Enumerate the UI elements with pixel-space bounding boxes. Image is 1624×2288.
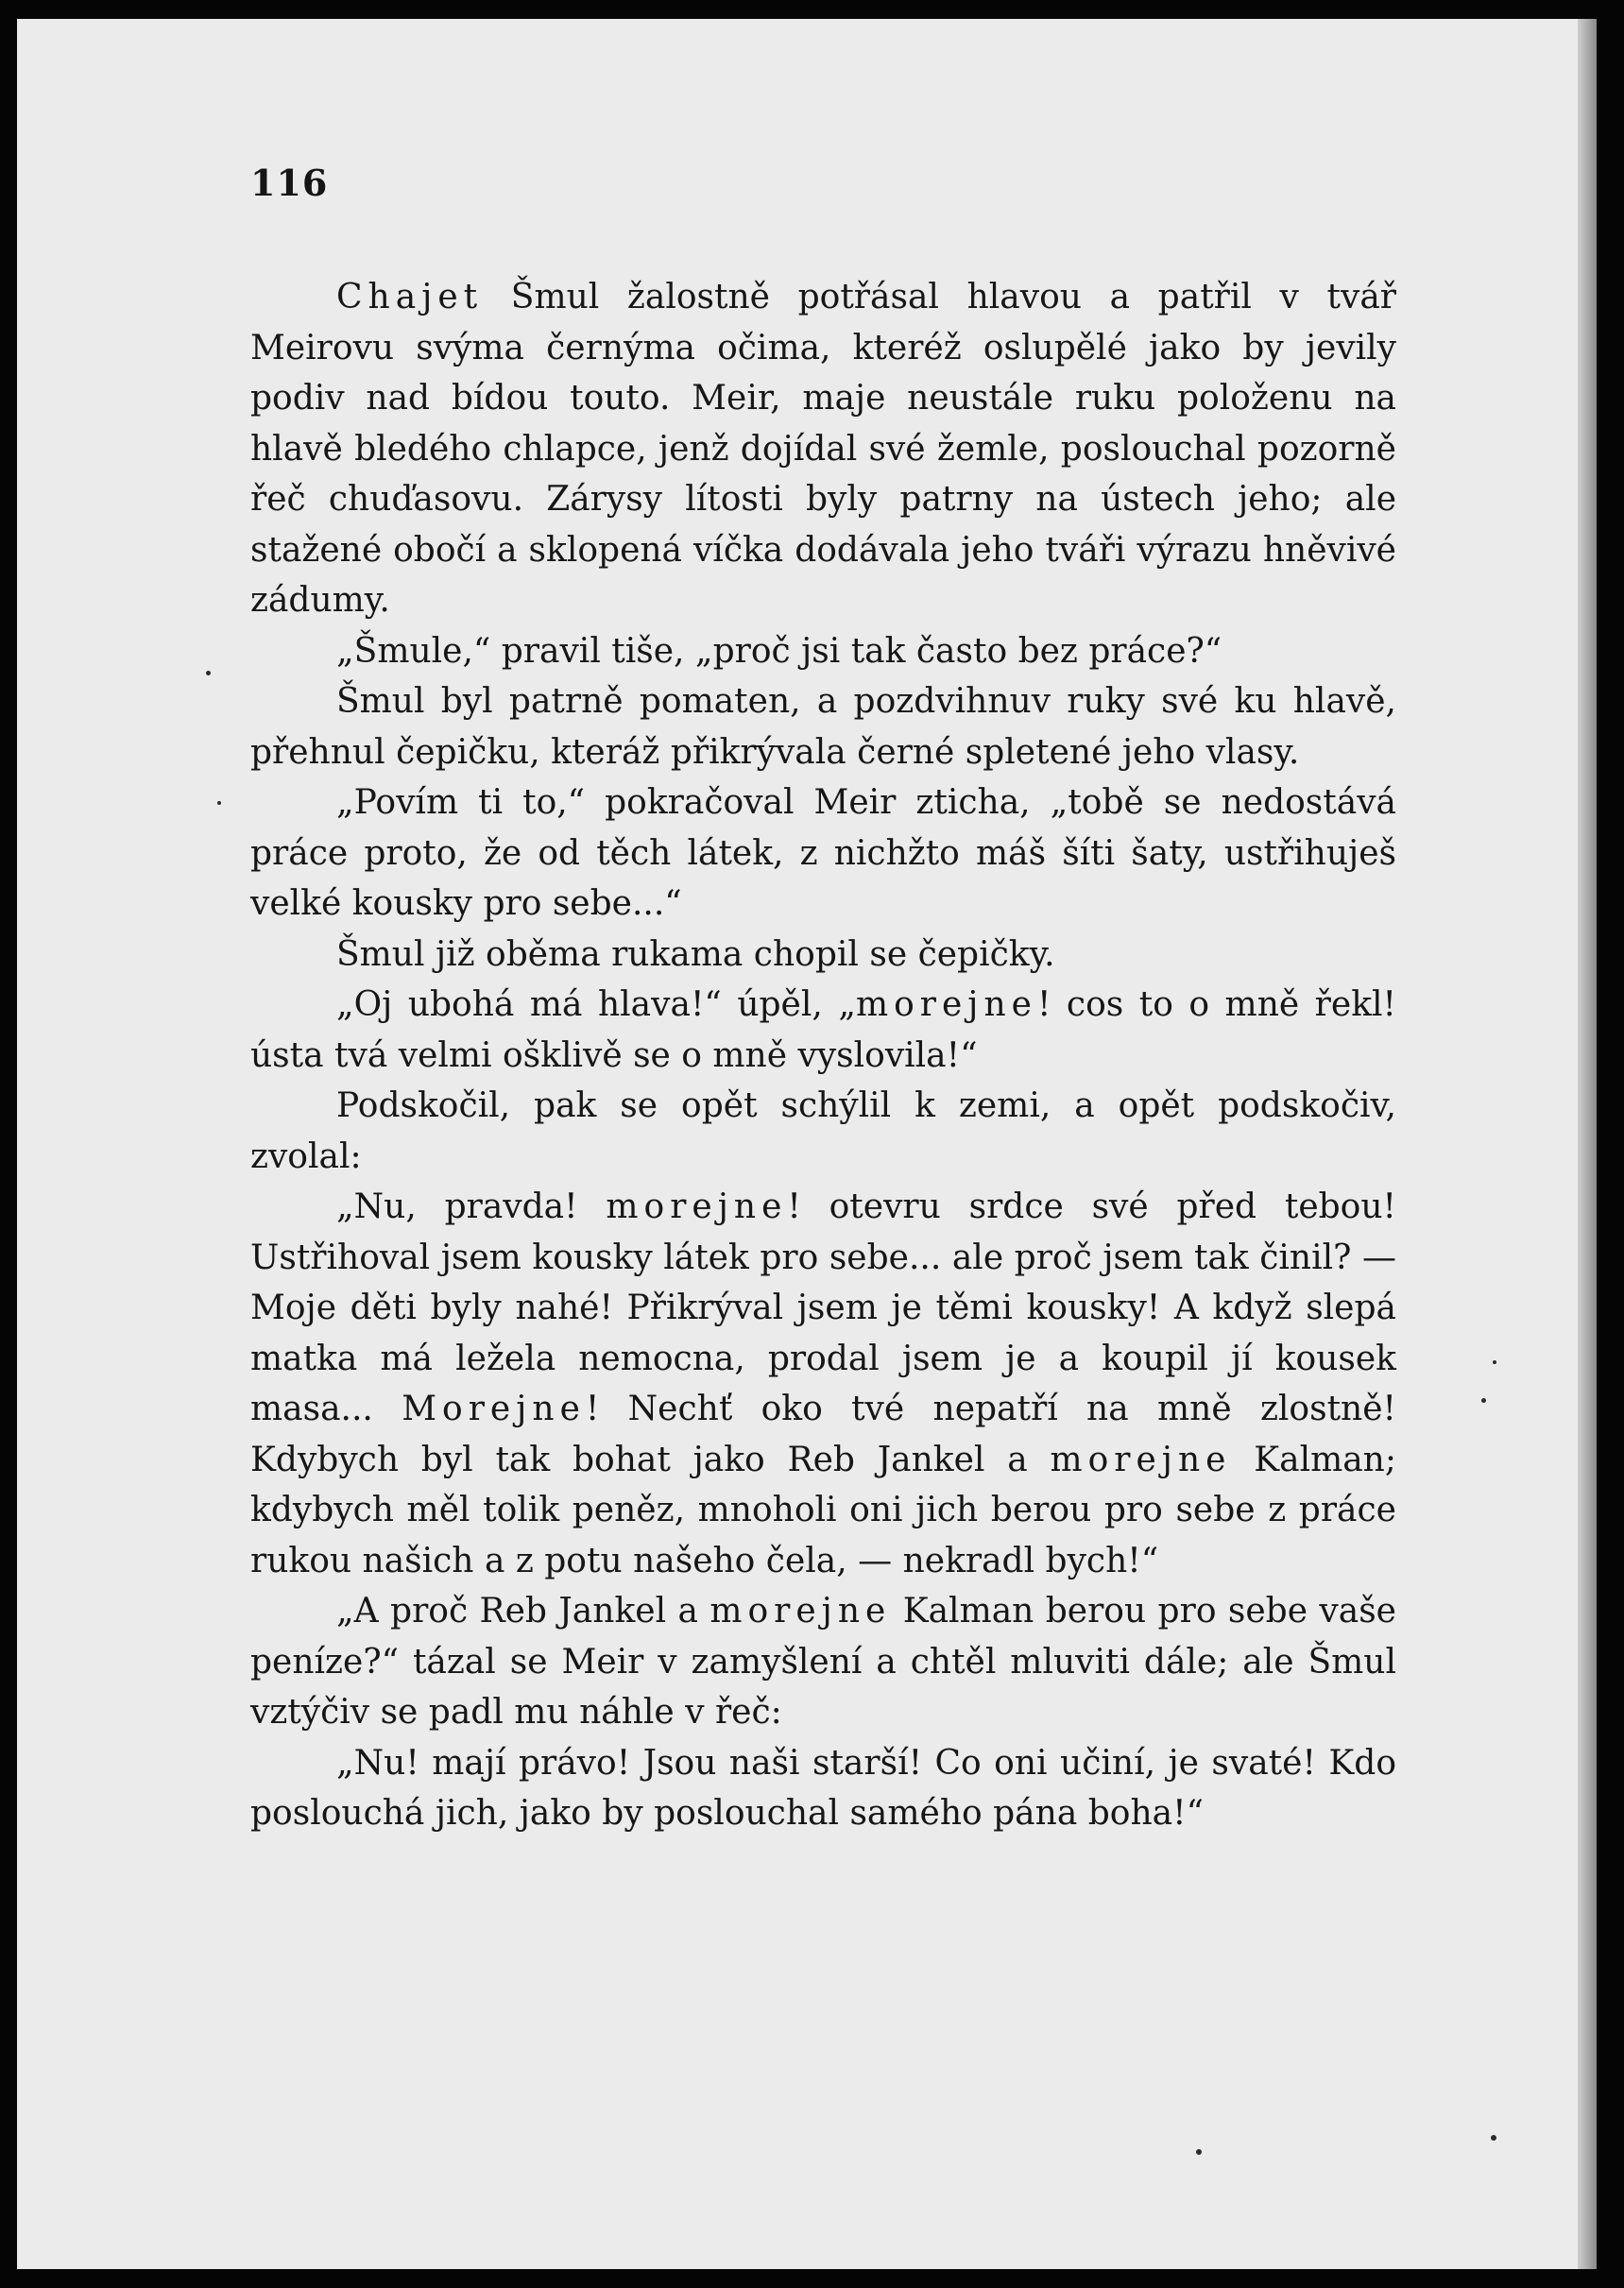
text-run: „Oj ubohá má hlava!“ úpěl, „ bbox=[336, 985, 856, 1024]
text-run: „Nu, pravda! bbox=[336, 1187, 607, 1226]
text-run: morejne bbox=[606, 1187, 788, 1226]
text-run: Kalman berou pro sebe vaše peníze?“ tázal se Meir v zamyšlení a chtěl mluviti dále; ale Šmul vztýčiv se padl mu náhle v řeč: bbox=[250, 1592, 1396, 1732]
paragraph bbox=[250, 930, 1396, 981]
text-run: ! Nechť oko tvé nepatří na mně zlostně! Kdybych byl tak bohat jako Reb Jankel a bbox=[250, 1390, 1396, 1479]
text-run: Chajet bbox=[336, 278, 484, 316]
text-run: Morejne bbox=[402, 1390, 586, 1428]
ink-speck bbox=[1493, 1360, 1496, 1364]
text-run: ! otevru srdce své před tebou! Ustřihoval jsem kousky látek pro sebe... ale proč jsem tak činil? — Moje děti byly nahé! Přikrýval jsem je těmi kousky! A když slepá matka má ležela nemocna, prodal jsem je a koupil jí kousek masa... bbox=[250, 1187, 1397, 1428]
text-run: morejne bbox=[855, 985, 1037, 1024]
page-edge-shadow bbox=[1578, 19, 1597, 2269]
text-run: Kalman; kdybych měl tolik peněz, mnoholi oni jich berou pro sebe z práce rukou našich a z potu našeho čela, — nekradl bych!“ bbox=[250, 1440, 1396, 1580]
paragraph bbox=[250, 626, 1396, 677]
ink-speck bbox=[1491, 2135, 1496, 2141]
paragraph bbox=[250, 1586, 1396, 1738]
text-run: Šmul žalostně potřásal hlavou a patřil v tvář Meirovu svýma černýma očima, kteréž oslupělé jako by jevily podiv nad bídou touto. Meir, maje neustále ruku položenu na hlavě bledého chlapce, jenž dojídal své žemle, poslouchal pozorně řeč chuďasovu. Zárysy lítosti byly patrny na ústech jeho; ale stažené obočí a sklopená víčka dodávala jeho tváři výrazu hněvivé zádumy. bbox=[250, 278, 1396, 620]
text-run: „Šmule,“ pravil tiše, „proč jsi tak často bez práce?“ bbox=[336, 631, 1222, 671]
paragraph bbox=[250, 1081, 1396, 1182]
body-text bbox=[250, 272, 1396, 1839]
paragraph bbox=[250, 272, 1396, 626]
text-run: morejne bbox=[709, 1592, 892, 1631]
text-run: morejne bbox=[1050, 1440, 1232, 1479]
page-number: 116 bbox=[250, 162, 329, 204]
paragraph bbox=[250, 1182, 1396, 1586]
ink-speck bbox=[1196, 2149, 1202, 2155]
text-run: Šmul již oběma rukama chopil se čepičky. bbox=[336, 934, 1055, 974]
text-run: Podskočil, pak se opět schýlil k zemi, a opět podskočiv, zvolal: bbox=[250, 1086, 1396, 1176]
ink-speck bbox=[206, 671, 211, 675]
paragraph bbox=[250, 676, 1396, 777]
paragraph bbox=[250, 777, 1396, 930]
text-run: „Povím ti to,“ pokračoval Meir zticha, „tobě se nedostává práce proto, že od těch látek, z nichžto máš šíti šaty, ustřihuješ velké kousky pro sebe...“ bbox=[250, 783, 1396, 923]
ink-speck bbox=[1481, 1398, 1486, 1403]
text-run: „A proč Reb Jankel a bbox=[336, 1592, 710, 1631]
text-run: ! cos to o mně řekl! ústa tvá velmi ošklivě se o mně vyslovila!“ bbox=[250, 985, 1396, 1075]
paragraph bbox=[250, 1738, 1396, 1839]
ink-speck bbox=[217, 801, 221, 805]
text-run: Šmul byl patrně pomaten, a pozdvihnuv ruky své ku hlavě, přehnul čepičku, kteráž přikrývala černé spletené jeho vlasy. bbox=[250, 682, 1396, 772]
book-page bbox=[17, 19, 1597, 2269]
paragraph bbox=[250, 980, 1396, 1081]
text-run: „Nu! mají právo! Jsou naši starší! Co oni učiní, je svaté! Kdo poslouchá jich, jako by poslouchal samého pána boha!“ bbox=[250, 1743, 1396, 1833]
